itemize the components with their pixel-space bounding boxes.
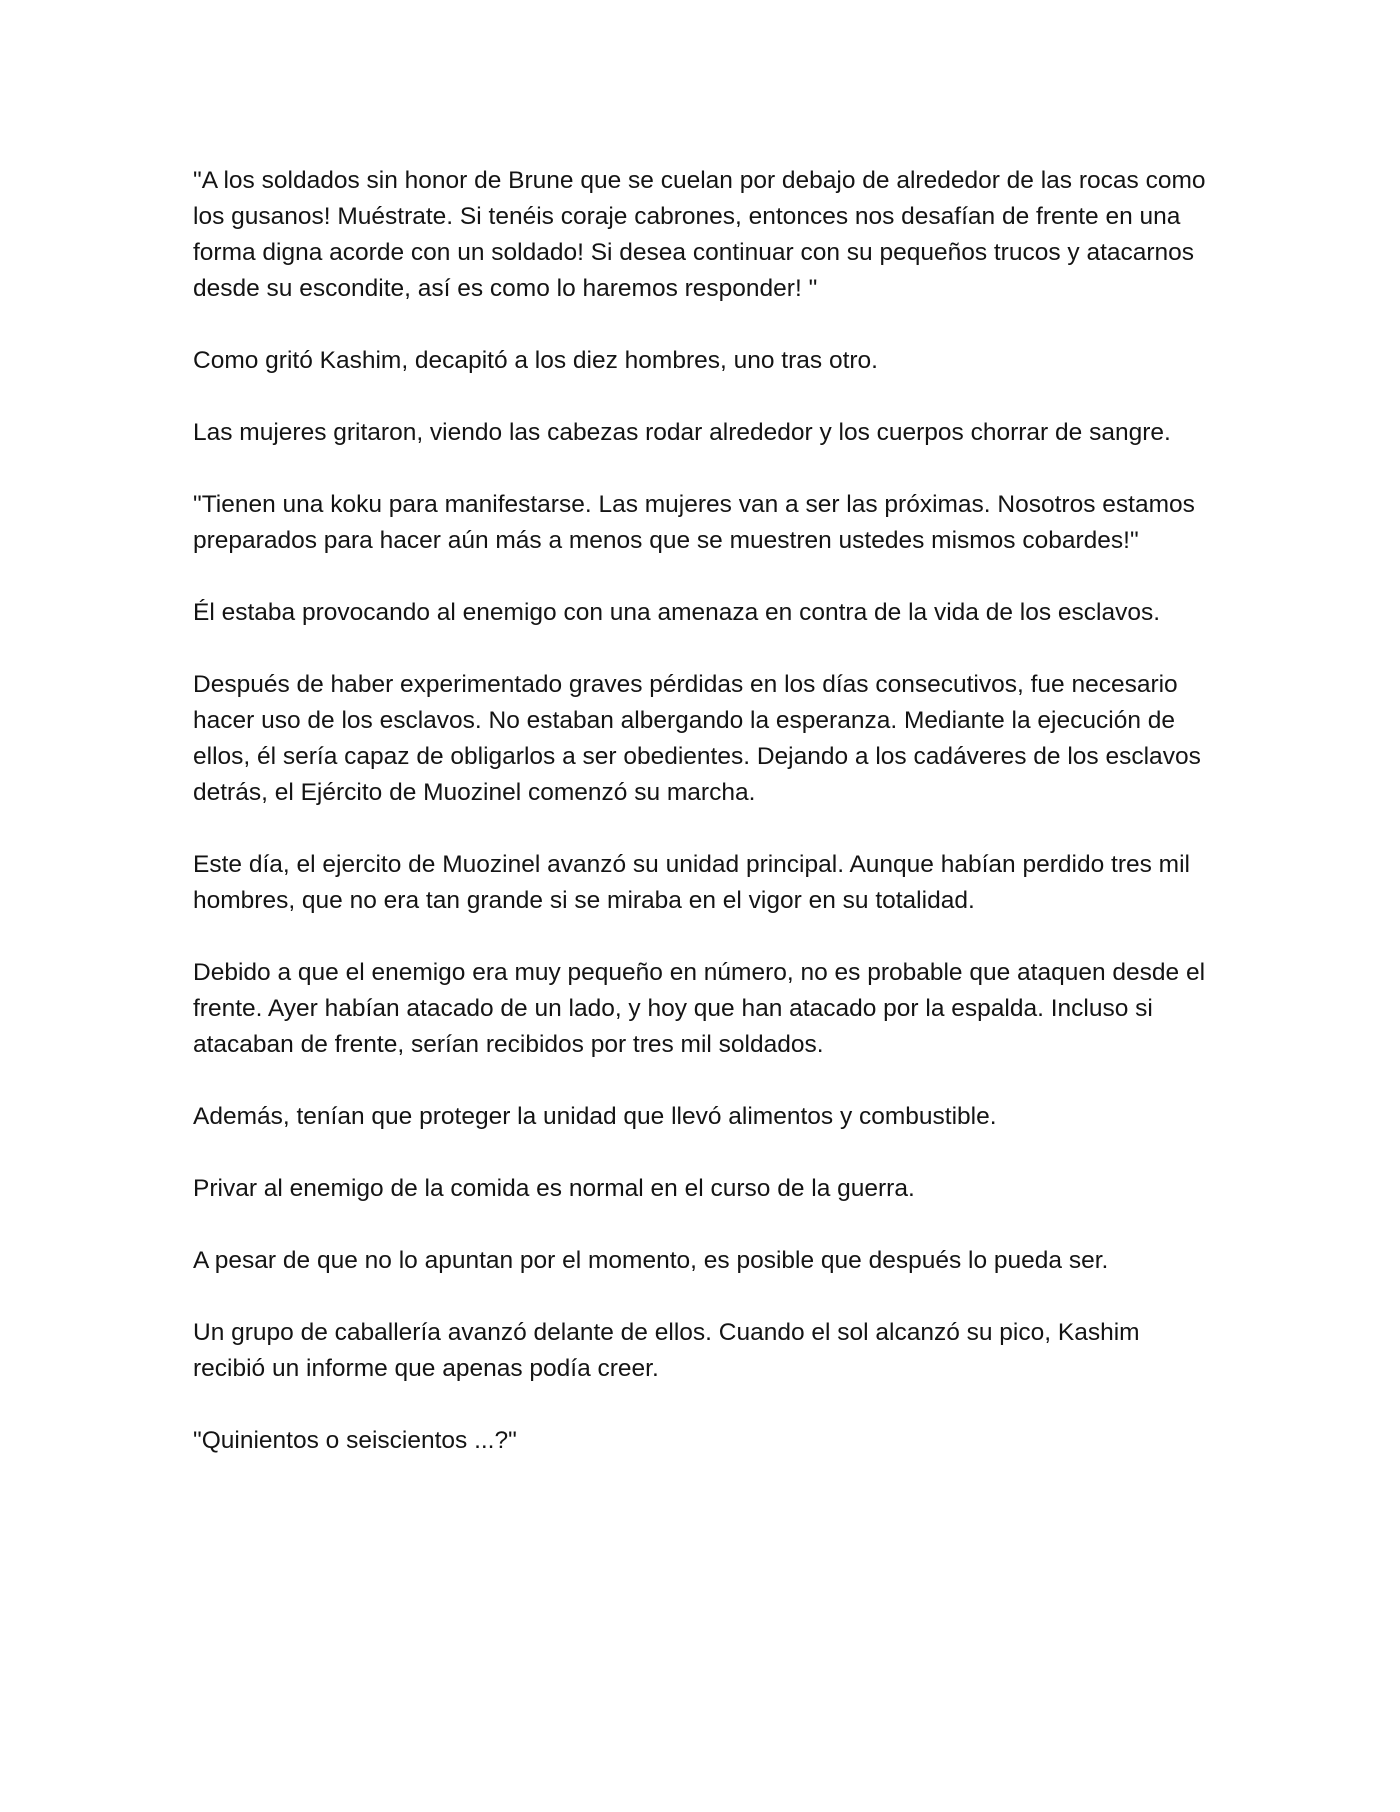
paragraph-12: Un grupo de caballería avanzó delante de ellos. Cuando el sol alcanzó su pico, Kashim recibió un informe que apenas podía creer. — [193, 1319, 1147, 1382]
paragraph-4: "Tienen una koku para manifestarse. Las mujeres van a ser las próximas. Nosotros estamos preparados para hacer aún más a menos que se muestren ustedes mismos cobardes!" — [193, 491, 1202, 554]
paragraph-5: Él estaba provocando al enemigo con una amenaza en contra de la vida de los esclavos. — [193, 599, 1161, 626]
paragraph-6: Después de haber experimentado graves pérdidas en los días consecutivos, fue necesario hacer uso de los esclavos. No estaban albergando la esperanza. Mediante la ejecución de ellos, él sería capaz de obligarlos a ser obedientes. Dejando a los cadáveres de los esclavos detrás, el Ejército de Muozinel comenzó su marcha. — [193, 671, 1208, 806]
document-body — [193, 163, 1213, 1459]
paragraph-11: A pesar de que no lo apuntan por el momento, es posible que después lo pueda ser. — [193, 1247, 1109, 1274]
paragraph-8: Debido a que el enemigo era muy pequeño en número, no es probable que ataquen desde el frente. Ayer habían atacado de un lado, y hoy que han atacado por la espalda. Incluso si atacaban de frente, serían recibidos por tres mil soldados. — [193, 959, 1212, 1058]
paragraph-13: "Quinientos o seiscientos ...?" — [193, 1427, 517, 1454]
paragraph-3: Las mujeres gritaron, viendo las cabezas rodar alrededor y los cuerpos chorrar de sangre. — [193, 419, 1171, 446]
paragraph-2: Como gritó Kashim, decapitó a los diez hombres, uno tras otro. — [193, 347, 878, 374]
paragraph-7: Este día, el ejercito de Muozinel avanzó su unidad principal. Aunque habían perdido tres mil hombres, que no era tan grande si se miraba en el vigor en su totalidad. — [193, 851, 1197, 914]
paragraph-1: "A los soldados sin honor de Brune que se cuelan por debajo de alrededor de las rocas como los gusanos! Muéstrate. Si tenéis coraje cabrones, entonces nos desafían de frente en una forma digna acorde con un soldado! Si desea continuar con su pequeños trucos y atacarnos desde su escondite, así es como lo haremos responder! " — [193, 167, 1213, 302]
paragraph-9: Además, tenían que proteger la unidad que llevó alimentos y combustible. — [193, 1103, 997, 1130]
paragraph-10: Privar al enemigo de la comida es normal en el curso de la guerra. — [193, 1175, 915, 1202]
